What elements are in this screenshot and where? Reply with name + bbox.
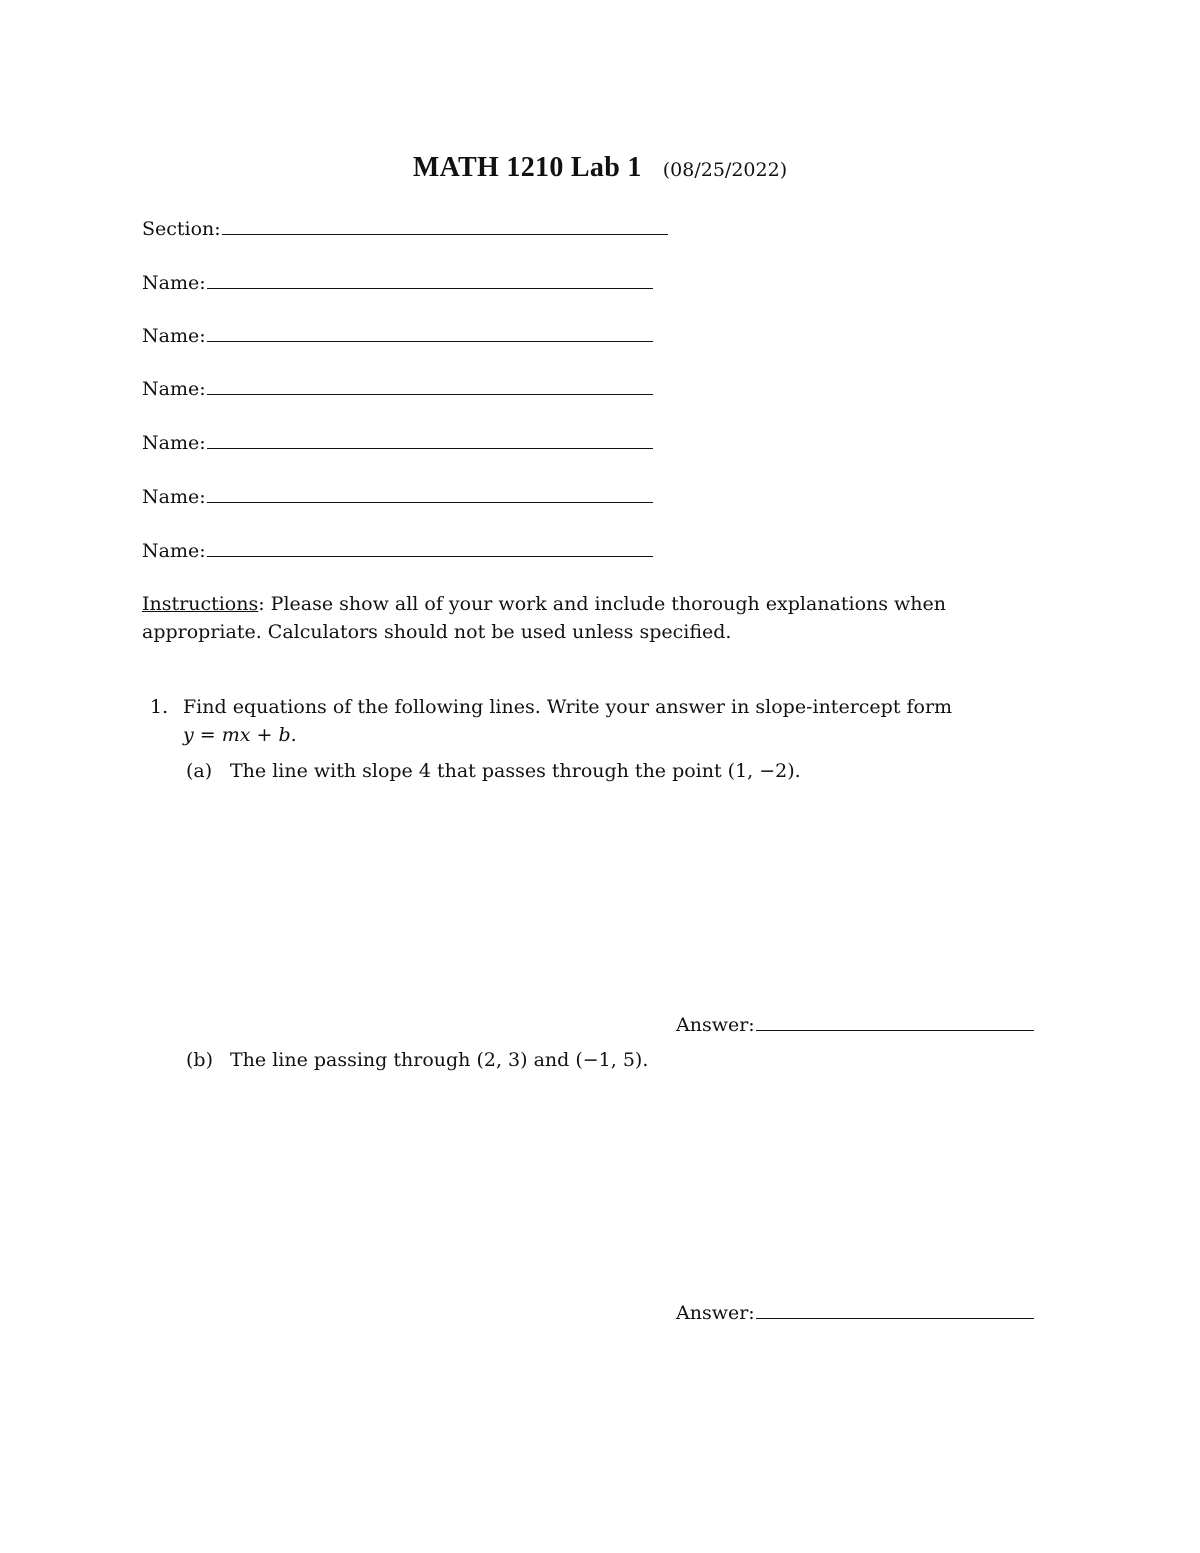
name-label: Name: — [142, 486, 206, 508]
name-blank-line[interactable] — [207, 270, 653, 289]
instructions-label: Instructions — [142, 593, 259, 615]
part-a-label: (a) — [186, 760, 213, 782]
answer-label: Answer: — [676, 1302, 755, 1324]
name-label: Name: — [142, 378, 206, 400]
name-field-4[interactable] — [142, 430, 653, 454]
name-label: Name: — [142, 272, 206, 294]
name-label: Name: — [142, 325, 206, 347]
instructions-text: : Please show all of your work and include thorough explanations when appropriate. Calculators should not be used unless specified. — [142, 593, 947, 643]
answer-blank-line[interactable] — [756, 1300, 1034, 1319]
name-label: Name: — [142, 432, 206, 454]
answer-label: Answer: — [676, 1014, 755, 1036]
name-blank-line[interactable] — [207, 484, 653, 503]
answer-field-a[interactable] — [676, 1012, 1034, 1036]
name-field-1[interactable] — [142, 270, 653, 294]
page-title: MATH 1210 Lab 1 — [412, 152, 642, 183]
name-field-2[interactable] — [142, 323, 653, 347]
name-blank-line[interactable] — [207, 323, 653, 342]
answer-field-b[interactable] — [676, 1300, 1034, 1324]
name-blank-line[interactable] — [207, 376, 653, 395]
name-field-6[interactable] — [142, 538, 653, 562]
question-number: 1. — [150, 696, 169, 718]
name-blank-line[interactable] — [207, 430, 653, 449]
section-field[interactable] — [142, 216, 668, 240]
header — [0, 152, 1200, 184]
part-a-text: The line with slope 4 that passes through the point (1, −2). — [230, 760, 801, 782]
instructions — [142, 590, 1022, 646]
lab-date: (08/25/2022) — [662, 159, 788, 181]
section-label: Section: — [142, 218, 221, 240]
answer-blank-line[interactable] — [756, 1012, 1034, 1031]
question-formula: y = mx + b. — [183, 724, 297, 746]
part-a — [186, 760, 801, 782]
name-field-3[interactable] — [142, 376, 653, 400]
question-1 — [150, 693, 1010, 749]
section-blank-line[interactable] — [222, 216, 668, 235]
part-b-label: (b) — [186, 1049, 213, 1071]
name-label: Name: — [142, 540, 206, 562]
name-blank-line[interactable] — [207, 538, 653, 557]
name-field-5[interactable] — [142, 484, 653, 508]
part-b — [186, 1049, 648, 1071]
part-b-text: The line passing through (2, 3) and (−1, 5). — [230, 1049, 649, 1071]
question-prompt: Find equations of the following lines. Write your answer in slope-intercept form — [183, 696, 953, 718]
